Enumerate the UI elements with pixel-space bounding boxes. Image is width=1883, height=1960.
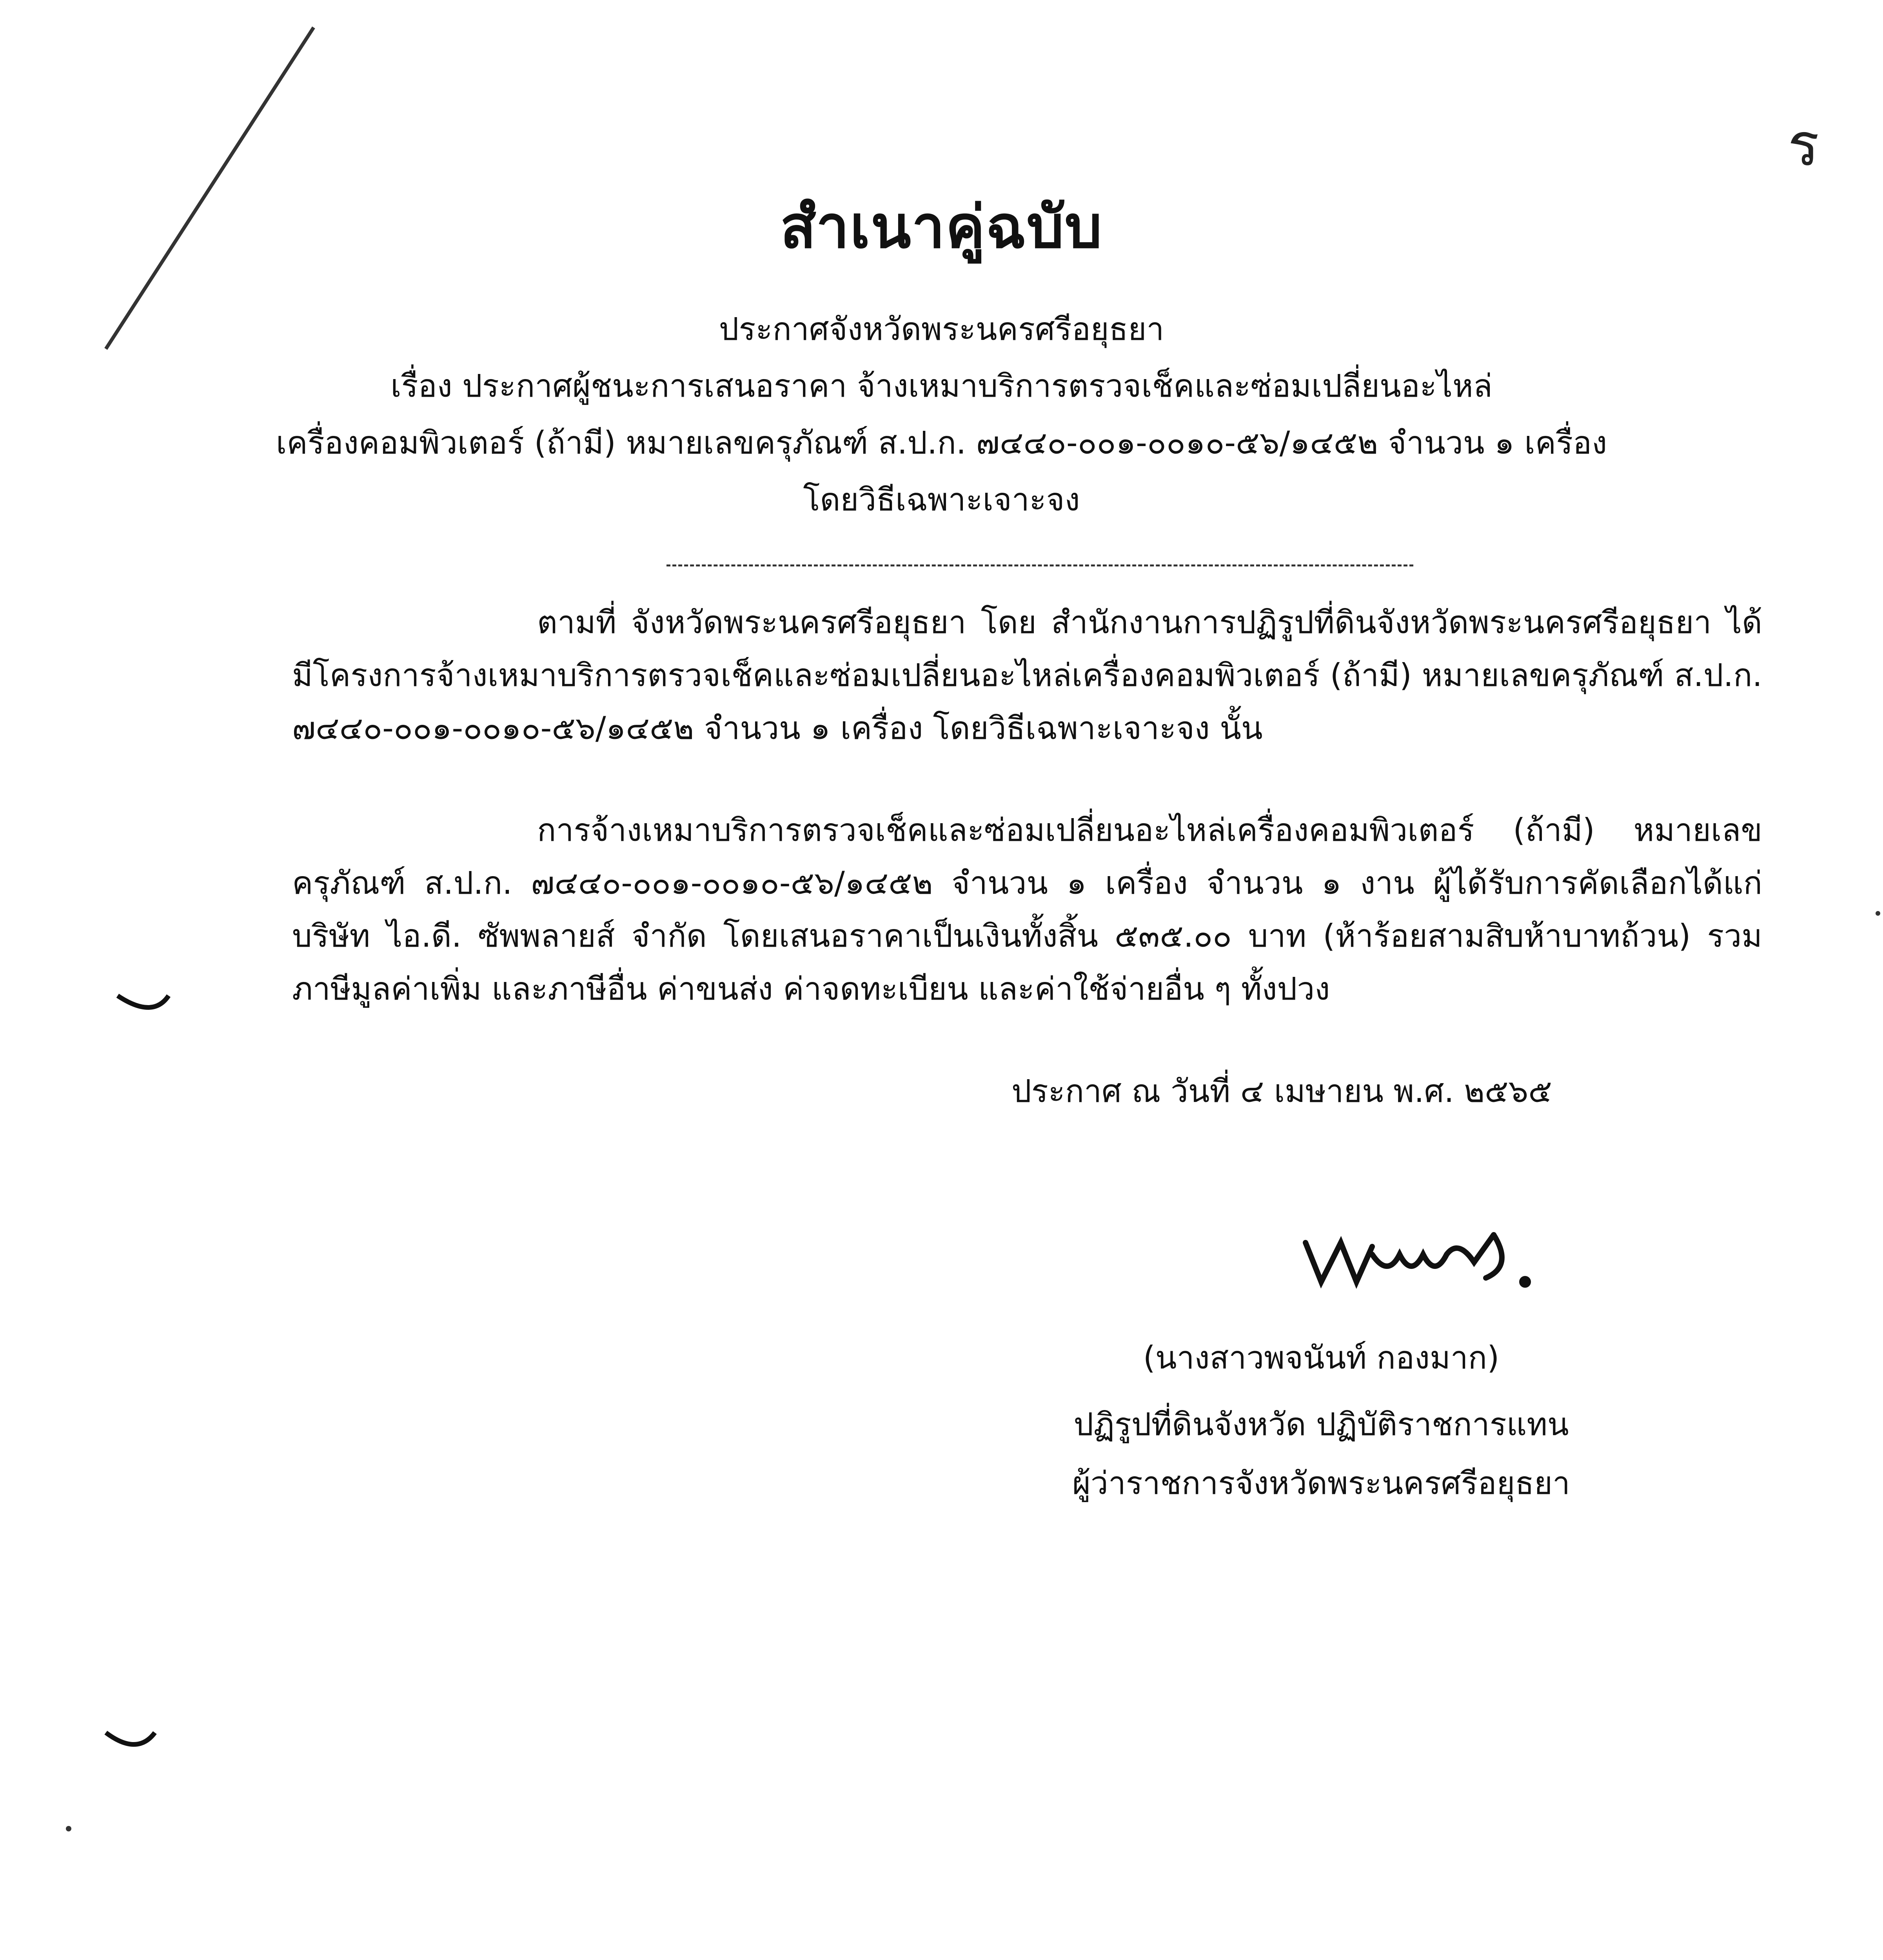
announcement-subject-line3: โดยวิธีเฉพาะเจาะจง [803, 481, 1080, 518]
signatory-position-line2: ผู้ว่าราชการจังหวัดพระนครศรีอยุธยา [1072, 1465, 1570, 1501]
corner-page-mark: ร [1788, 111, 1819, 179]
announcement-date: ประกาศ ณ วันที่ ๔ เมษายน พ.ศ. ๒๕๖๕ [1011, 1073, 1552, 1109]
dust-speck [1876, 911, 1880, 916]
punch-hole-mark-upper [118, 996, 169, 1007]
signatory-position-line1: ปฏิรูปที่ดินจังหวัด ปฏิบัติราชการแทน [1073, 1406, 1569, 1443]
announcement-subject-line1: เรื่อง ประกาศผู้ชนะการเสนอราคา จ้างเหมาบริการตรวจเช็คและซ่อมเปลี่ยนอะไหล่ [390, 368, 1493, 404]
copy-stamp-title: สำเนาคู่ฉบับ [780, 193, 1103, 261]
body-paragraph-2 [292, 804, 1762, 1015]
signatory-name: (นางสาวพจนันท์ กองมาก) [1143, 1339, 1500, 1376]
announcement-issuer: ประกาศจังหวัดพระนครศรีอยุธยา [719, 311, 1164, 347]
body-paragraph-1 [292, 596, 1762, 755]
body-paragraph-2-text: การจ้างเหมาบริการตรวจเช็คและซ่อมเปลี่ยนอะไหล่เครื่องคอมพิวเตอร์ (ถ้ามี) หมายเลขครุภัณฑ์ ส.ป.ก. ๗๔๔๐-๐๐๑-๐๐๑๐-๕๖/๑๔๕๒ จำนวน ๑ เครื่อง จำนวน ๑ งาน ผู้ได้รับการคัดเลือกได้แก่ บริษัท ไอ.ดี. ซัพพลายส์ จำกัด โดยเสนอราคาเป็นเงินทั้งสิ้น ๕๓๕.๐๐ บาท (ห้าร้อยสามสิบห้าบาทถ้วน) รวมภาษีมูลค่าเพิ่ม และภาษีอื่น ค่าขนส่ง ค่าจดทะเบียน และค่าใช้จ่ายอื่น ๆ ทั้งปวง [292, 812, 1763, 1007]
header-divider [666, 564, 1413, 566]
dust-speck [66, 1826, 71, 1831]
announcement-subject-line2: เครื่องคอมพิวเตอร์ (ถ้ามี) หมายเลขครุภัณฑ์ ส.ป.ก. ๗๔๔๐-๐๐๑-๐๐๑๐-๕๖/๑๔๕๒ จำนวน ๑ เครื่อง [276, 425, 1607, 461]
body-paragraph-1-text: ตามที่ จังหวัดพระนครศรีอยุธยา โดย สำนักงานการปฏิรูปที่ดินจังหวัดพระนครศรีอยุธยา ได้มีโครงการจ้างเหมาบริการตรวจเช็คและซ่อมเปลี่ยนอะไหล่เครื่องคอมพิวเตอร์ (ถ้ามี) หมายเลขครุภัณฑ์ ส.ป.ก. ๗๔๔๐-๐๐๑-๐๐๑๐-๕๖/๑๔๕๒ จำนวน ๑ เครื่อง โดยวิธีเฉพาะเจาะจง นั้น [292, 604, 1763, 746]
punch-hole-mark-lower [106, 1733, 155, 1744]
signature [1306, 1235, 1528, 1285]
